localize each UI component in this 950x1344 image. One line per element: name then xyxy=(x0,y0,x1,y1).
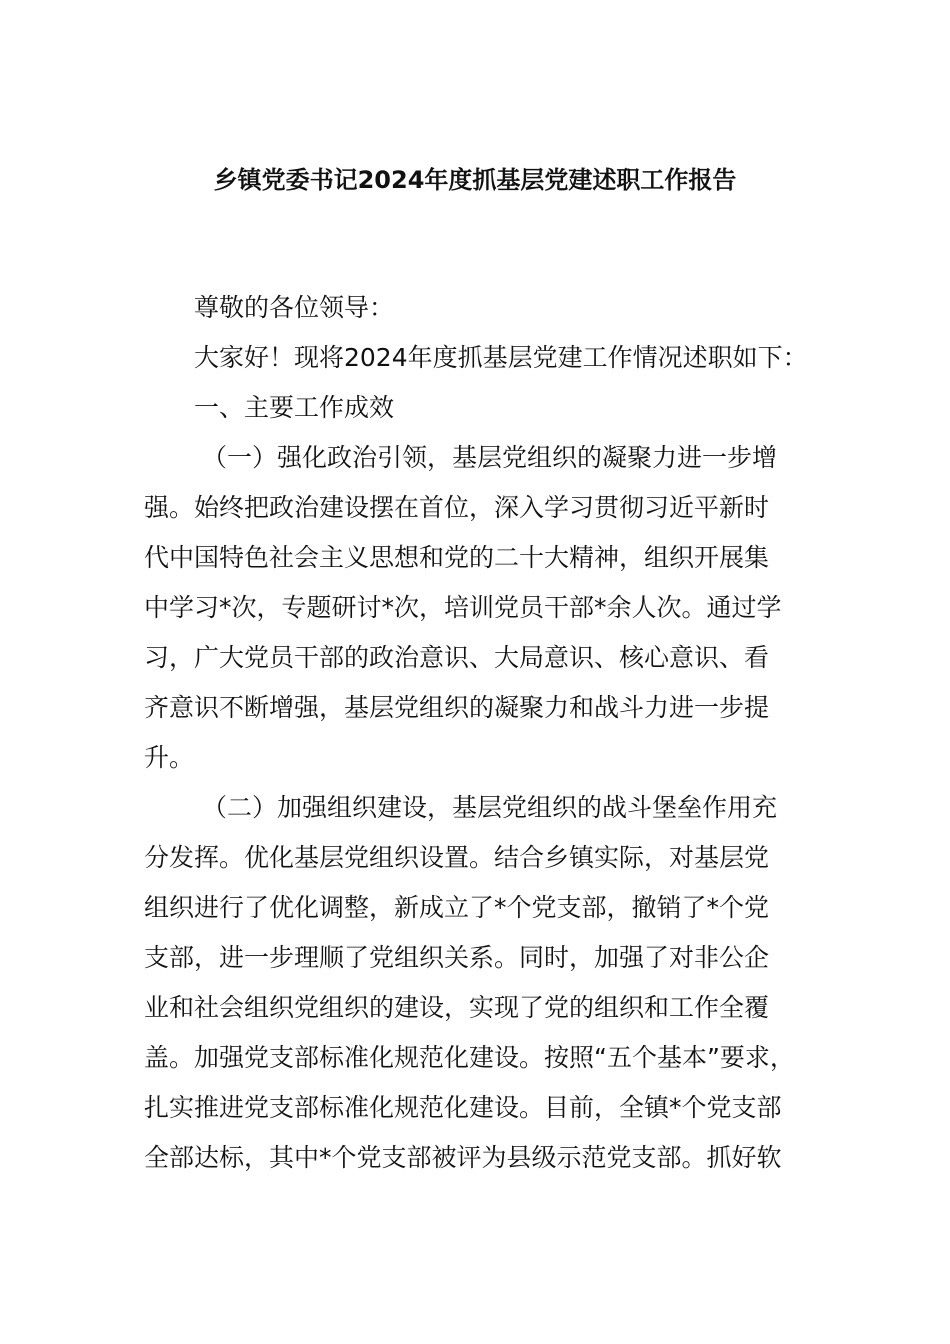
section-heading: 一、主要工作成效 xyxy=(194,393,395,422)
document-body xyxy=(144,283,814,1183)
paragraph-line: 升。 xyxy=(144,743,195,772)
paragraph-line: 全部达标，其中*个党支部被评为县级示范党支部。抓好软 xyxy=(144,1143,782,1172)
paragraph-line: 习，广大党员干部的政治意识、大局意识、核心意识、看 xyxy=(144,643,770,672)
paragraph-line: （一）强化政治引领，基层党组织的凝聚力进一步增 xyxy=(202,443,778,472)
paragraph-line: 中学习*次，专题研讨*次，培训党员干部*余人次。通过学 xyxy=(144,593,782,622)
paragraph-line: 支部，进一步理顺了党组织关系。同时，加强了对非公企 xyxy=(144,943,770,972)
paragraph-line: （二）加强组织建设，基层党组织的战斗堡垒作用充 xyxy=(202,793,778,822)
paragraph-line: 组织进行了优化调整，新成立了*个党支部，撤销了*个党 xyxy=(144,893,770,922)
paragraph-line: 代中国特色社会主义思想和党的二十大精神，组织开展集 xyxy=(144,543,770,572)
paragraph-line: 分发挥。优化基层党组织设置。结合乡镇实际，对基层党 xyxy=(144,843,770,872)
paragraph-line: 强。始终把政治建设摆在首位，深入学习贯彻习近平新时 xyxy=(144,493,770,522)
paragraph-line: 业和社会组织党组织的建设，实现了党的组织和工作全覆 xyxy=(144,993,770,1022)
salutation: 尊敬的各位领导： xyxy=(194,293,395,322)
paragraph-line: 扎实推进党支部标准化规范化建设。目前，全镇*个党支部 xyxy=(144,1093,782,1122)
paragraph-line: 齐意识不断增强，基层党组织的凝聚力和战斗力进一步提 xyxy=(144,693,770,722)
opening-line: 大家好！现将2024年度抓基层党建工作情况述职如下： xyxy=(194,343,808,372)
paragraph-line: 盖。加强党支部标准化规范化建设。按照“五个基本”要求， xyxy=(144,1043,795,1072)
document-title: 乡镇党委书记2024年度抓基层党建述职工作报告 xyxy=(213,166,737,194)
